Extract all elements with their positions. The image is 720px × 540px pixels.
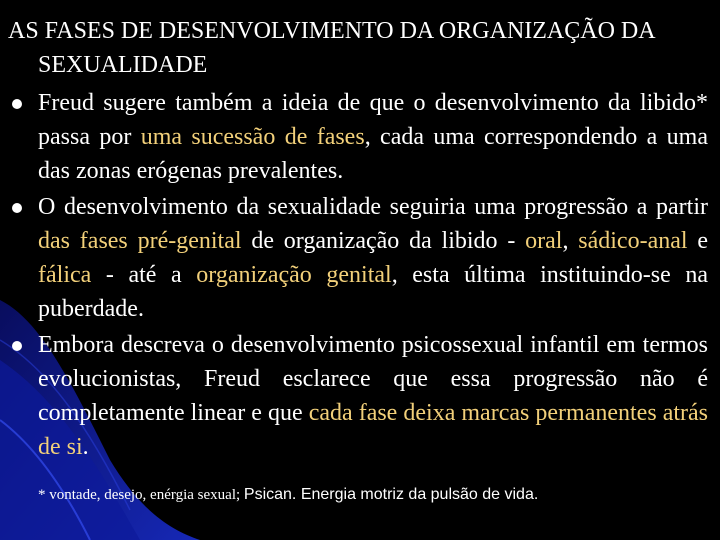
bullet-text: , cada uma correspondendo a uma das zonas erógenas prevalentes.	[38, 124, 708, 184]
bullet-dot-icon	[12, 203, 22, 213]
bullet-dot-icon	[12, 341, 22, 351]
highlighted-text: cada fase deixa marcas permanentes atrás de si	[38, 400, 708, 460]
bullet-text: Freud sugere também a ideia de que o desenvolvimento da libido* passa por	[38, 90, 708, 150]
highlighted-text: sádico-anal	[578, 228, 688, 254]
bullet-text: O desenvolvimento da sexualidade seguiria uma progressão a partir	[38, 194, 708, 220]
bullet-text: , esta última instituindo-se na puberdade.	[38, 262, 709, 322]
footnote-serif-text: * vontade, desejo, enérgia sexual;	[38, 487, 244, 503]
highlighted-text: oral	[525, 228, 563, 254]
bullet-text: .	[82, 434, 89, 460]
bullet-item	[8, 328, 708, 464]
slide-title: AS FASES DE DESENVOLVIMENTO DA ORGANIZAÇÃO DA SEXUALIDADE	[8, 18, 655, 78]
highlighted-text: fálica	[38, 262, 92, 288]
footnote	[8, 484, 708, 506]
bullet-text: Embora descreva o desenvolvimento psicossexual infantil em termos evolucionistas, Freud esclarece que essa progressão não é completamente linear e que	[38, 332, 708, 426]
bullet-text: e	[687, 228, 709, 254]
slide-content	[8, 14, 708, 506]
bullet-dot-icon	[12, 99, 22, 109]
bullet-text: ,	[562, 228, 579, 254]
highlighted-text: uma sucessão de fases	[140, 124, 365, 150]
bullet-item	[8, 190, 708, 326]
highlighted-text: das fases pré-genital	[38, 228, 242, 254]
bullet-text: - até a	[91, 262, 197, 288]
bullet-item	[8, 86, 708, 188]
footnote-sans-text: Psican. Energia motriz da pulsão de vida.	[243, 486, 539, 503]
highlighted-text: organização genital	[196, 262, 392, 288]
bullet-text: de organização da libido -	[241, 228, 526, 254]
